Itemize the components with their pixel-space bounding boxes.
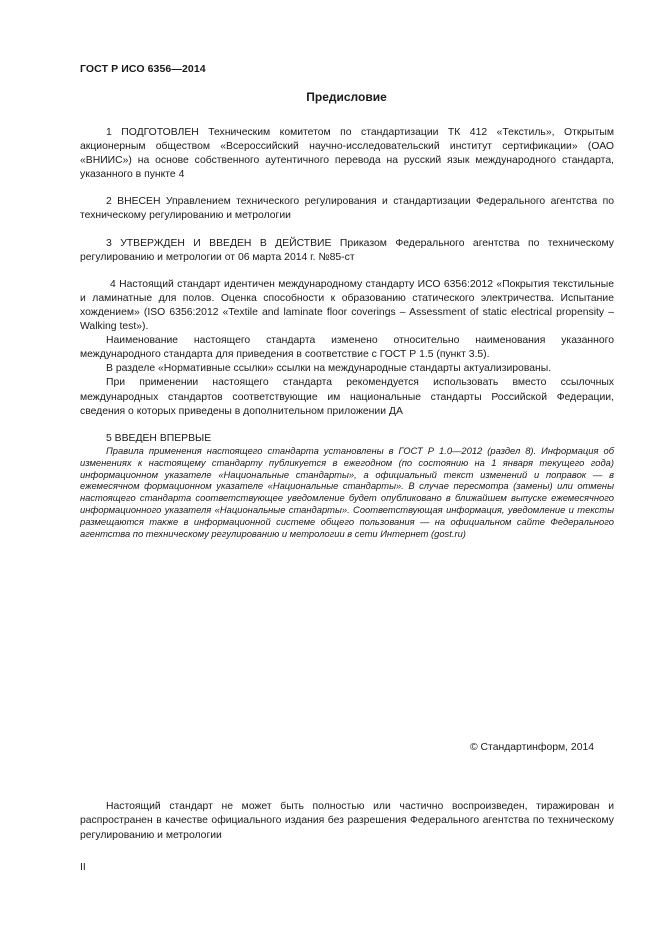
section-4-paragraph-3: В разделе «Нормативные ссылки» ссылки на международные стандарты актуализированы. (106, 363, 552, 375)
section-4 (80, 278, 614, 419)
section-3-text: 3 УТВЕРЖДЕН И ВВЕДЕН В ДЕЙСТВИЕ Приказом Федерального агентства по техническому регулированию и метрологии от 06 марта 2014 г. №85-ст (80, 237, 614, 263)
section-4-paragraph-1: 4 Настоящий стандарт идентичен международному стандарту ИСО 6356:2012 «Покрытия текстильные и ламинатные для полов. Оценка способности к образованию статического электричества. Испытание хождением» (ISO 6356:2012 «Textile and laminate floor coverings – Assessment of static electrical propensity – Walking test»). (80, 278, 614, 333)
document-code-header: ГОСТ Р ИСО 6356—2014 (80, 63, 206, 75)
section-5 (80, 432, 614, 446)
foreword-content (80, 126, 614, 459)
application-rules-note: Правила применения настоящего стандарта установлены в ГОСТ Р 1.0—2012 (раздел 8). Информация об изменениях к настоящему стандарту публикуется в ежегодном (по состоянию на 1 января текущего года) информационном указателе «Национальные стандарты», а официальный текст изменений и поправок — в ежемесячном формационном указателе «Национальные стандарты». В случае пересмотра (замены) или отмены настоящего стандарта соответствующее уведомление будет опубликовано в ближайшем выпуске ежемесячного информационного указателя «Национальные стандарты». Соответствующая информация, уведомление и тексты размещаются также в информационной системе общего пользования — на официальном сайте Федерального агентства по техническому регулированию и метрологии в сети Интернет (gost.ru) (80, 445, 614, 539)
section-3 (80, 237, 614, 265)
reproduction-notice: Настоящий стандарт не может быть полностью или частично воспроизведен, тиражирован и распространен в качестве официального издания без разрешения Федерального агентства по техническому регулированию и метрологии (80, 801, 614, 841)
copyright-line: © Стандартинформ, 2014 (470, 742, 595, 753)
section-2-text: 2 ВНЕСЕН Управлением технического регулирования и стандартизации Федерального агентства по техническому регулированию и метрологии (80, 196, 614, 222)
section-5-text: 5 ВВЕДЕН ВПЕРВЫЕ (106, 432, 212, 444)
section-4-paragraph-2: Наименование настоящего стандарта изменено относительно наименования указанного международного стандарта для приведения в соответствие с ГОСТ Р 1.5 (пункт 3.5). (80, 335, 614, 361)
section-1-text: 1 ПОДГОТОВЛЕН Техническим комитетом по стандартизации ТК 412 «Текстиль», Открытым акционерным обществом «Всероссийский научно-исследовательский институт сертификации» (ОАО «ВНИИС») на основе собственного аутентичного перевода на русский язык международного стандарта, указанного в пункте 4 (80, 127, 614, 181)
section-4-paragraph-4: При применении настоящего стандарта рекомендуется использовать вместо ссылочных международных стандартов соответствующие им национальные стандарты Российской Федерации, сведения о которых приведены в дополнительном приложении ДА (80, 377, 614, 417)
page-title: Предисловие (306, 90, 387, 104)
page-number: II (80, 862, 86, 873)
section-2 (80, 195, 614, 223)
section-1 (80, 126, 614, 182)
